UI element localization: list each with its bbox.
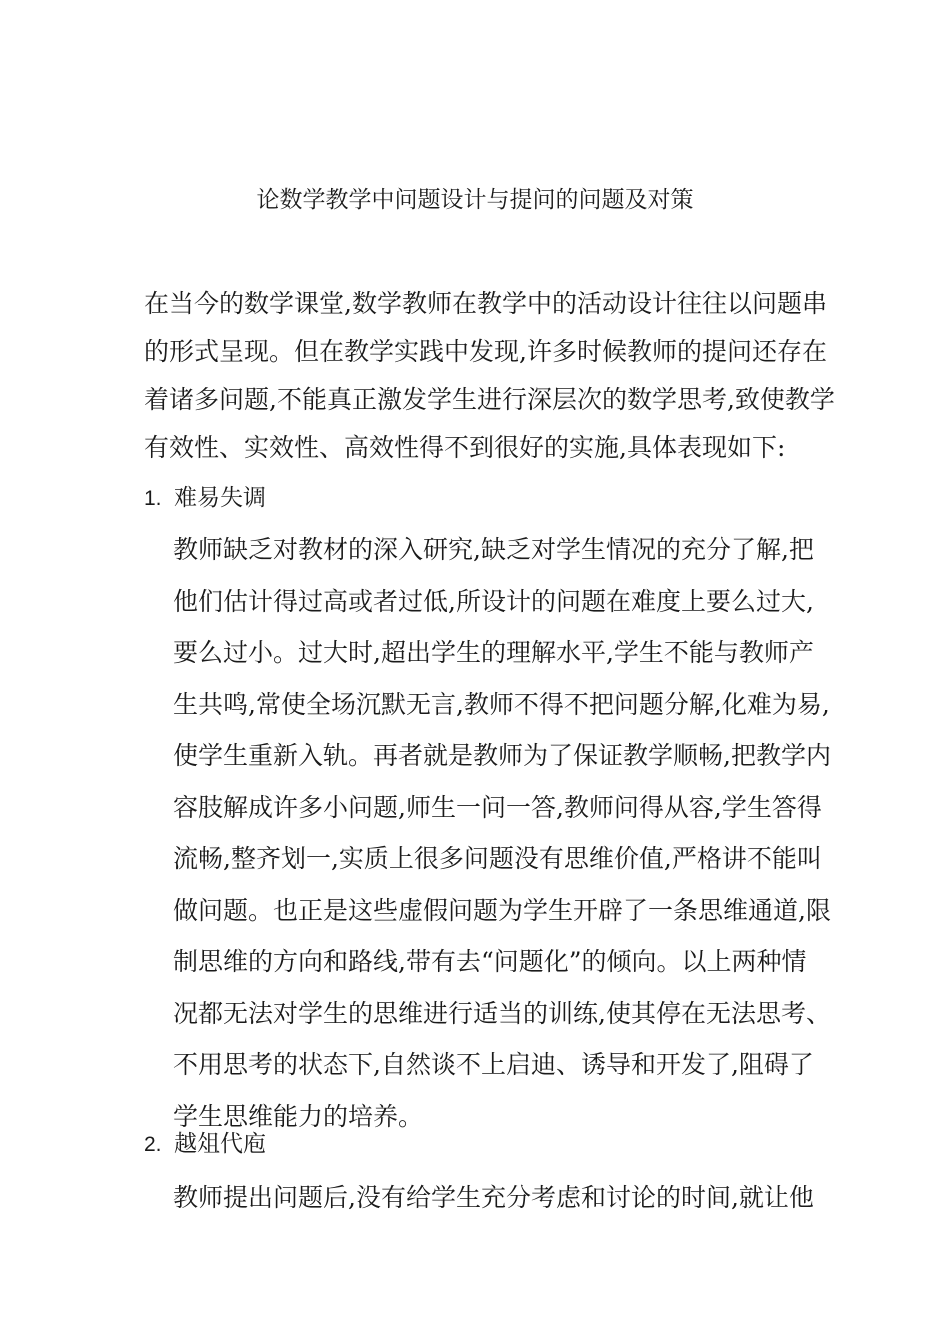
body-line: 教师缺乏对教材的深入研究,缺乏对学生情况的充分了解,把 [173,535,814,564]
intro-line: 的形式呈现。但在教学实践中发现,许多时候教师的提问还存在 [144,337,827,366]
section-heading-2 [144,1124,266,1165]
document-title: 论数学教学中问题设计与提问的问题及对策 [256,187,694,213]
body-line: 使学生重新入轨。再者就是教师为了保证教学顺畅,把教学内 [173,741,831,770]
section-heading-text: 难易失调 [174,485,266,511]
intro-line: 着诸多问题,不能真正激发学生进行深层次的数学思考,致使教学 [144,385,835,414]
body-line: 不用思考的状态下,自然谈不上启迪、诱导和开发了,阻碍了 [173,1050,814,1079]
body-line: 况都无法对学生的思维进行适当的训练,使其停在无法思考、 [173,998,831,1028]
section-heading-text: 越俎代庖 [174,1131,266,1157]
body-line: 教师提出问题后,没有给学生充分考虑和讨论的时间,就让他 [173,1183,814,1212]
body-line: 做问题。也正是这些虚假问题为学生开辟了一条思维通道,限 [173,895,831,925]
body-line: 容肢解成许多小问题,师生一问一答,教师问得从容,学生答得 [173,792,822,822]
intro-paragraph [144,280,835,472]
section-number: 2. [144,1133,162,1156]
intro-line: 有效性、实效性、高效性得不到很好的实施,具体表现如下: [144,433,786,462]
body-line: 流畅,整齐划一,实质上很多问题没有思维价值,严格讲不能叫 [173,844,822,873]
body-line: 生共鸣,常使全场沉默无言,教师不得不把问题分解,化难为易, [173,689,830,719]
body-line: 他们估计得过高或者过低,所设计的问题在难度上要么过大, [173,586,814,616]
body-line: 制思维的方向和路线,带有去“问题化”的倾向。以上两种情 [173,947,807,976]
section-body-1 [173,524,831,1142]
section-number: 1. [144,487,162,510]
body-line: 学生思维能力的培养。 [173,1101,424,1131]
section-body-2 [173,1172,813,1224]
intro-line: 在当今的数学课堂,数学教师在教学中的活动设计往往以问题串 [144,289,827,318]
body-line: 要么过小。过大时,超出学生的理解水平,学生不能与教师产 [173,638,814,667]
section-heading-1 [144,478,266,519]
